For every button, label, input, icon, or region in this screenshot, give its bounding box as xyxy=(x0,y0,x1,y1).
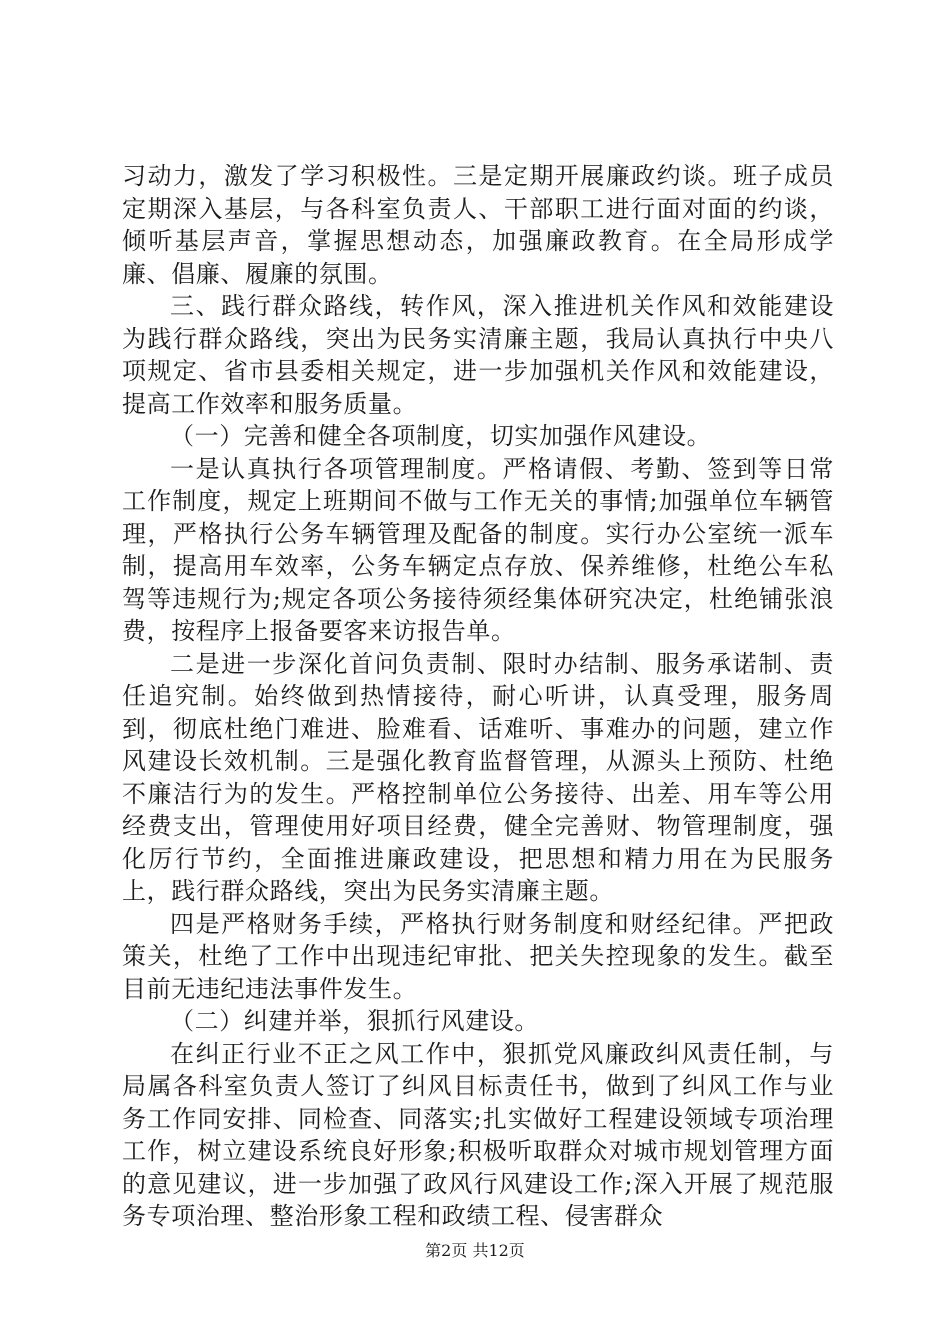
paragraph-8: 在纠正行业不正之风工作中，狠抓党风廉政纠风责任制，与局属各科室负责人签订了纠风目标责任书，做到了纠风工作与业务工作同安排、同检查、同落实;扎实做好工程建设领域专项治理工作，树立建设系统良好形象;积极听取群众对城市规划管理方面的意见建议，进一步加强了政风行风建设工作;深入开展了规范服务专项治理、整治形象工程和政绩工程、侵害群众 xyxy=(122,1039,834,1230)
paragraph-2: 三、践行群众路线，转作风，深入推进机关作风和效能建设为践行群众路线，突出为民务实清廉主题，我局认真执行中央八项规定、省市县委相关规定，进一步加强机关作风和效能建设，提高工作效率和服务质量。 xyxy=(122,292,834,418)
paragraph-3-heading: （一）完善和健全各项制度，切实加强作风建设。 xyxy=(170,422,712,450)
paragraph-4: 一是认真执行各项管理制度。严格请假、考勤、签到等日常工作制度，规定上班期间不做与工作无关的事情;加强单位车辆管理，严格执行公务车辆管理及配备的制度。实行办公室统一派车制，提高用车效率，公务车辆定点存放、保养维修，杜绝公车私驾等违规行为;规定各项公务接待须经集体研究决定，杜绝铺张浪费，按程序上报备要客来访报告单。 xyxy=(122,454,834,645)
paragraph-1: 习动力，激发了学习积极性。三是定期开展廉政约谈。班子成员定期深入基层，与各科室负责人、干部职工进行面对面的约谈，倾听基层声音，掌握思想动态，加强廉政教育。在全局形成学廉、倡廉、履廉的氛围。 xyxy=(122,162,834,288)
paragraph-5: 二是进一步深化首问负责制、限时办结制、服务承诺制、责任追究制。始终做到热情接待，耐心听讲，认真受理，服务周到，彻底杜绝门难进、脸难看、话难听、事难办的问题，建立作风建设长效机制。三是强化教育监督管理，从源头上预防、杜绝不廉洁行为的发生。严格控制单位公务接待、出差、用车等公用经费支出，管理使用好项目经费，健全完善财、物管理制度，强化厉行节约，全面推进廉政建设，把思想和精力用在为民服务上，践行群众路线，突出为民务实清廉主题。 xyxy=(122,649,834,905)
paragraph-6: 四是严格财务手续，严格执行财务制度和财经纪律。严把政策关，杜绝了工作中出现违纪审批、把关失控现象的发生。截至目前无违纪违法事件发生。 xyxy=(122,909,834,1003)
document-body xyxy=(122,160,834,1233)
page-number-footer: 第2页 共12页 xyxy=(425,1241,525,1260)
paragraph-7-heading: （二）纠建并举，狠抓行风建设。 xyxy=(170,1007,539,1035)
